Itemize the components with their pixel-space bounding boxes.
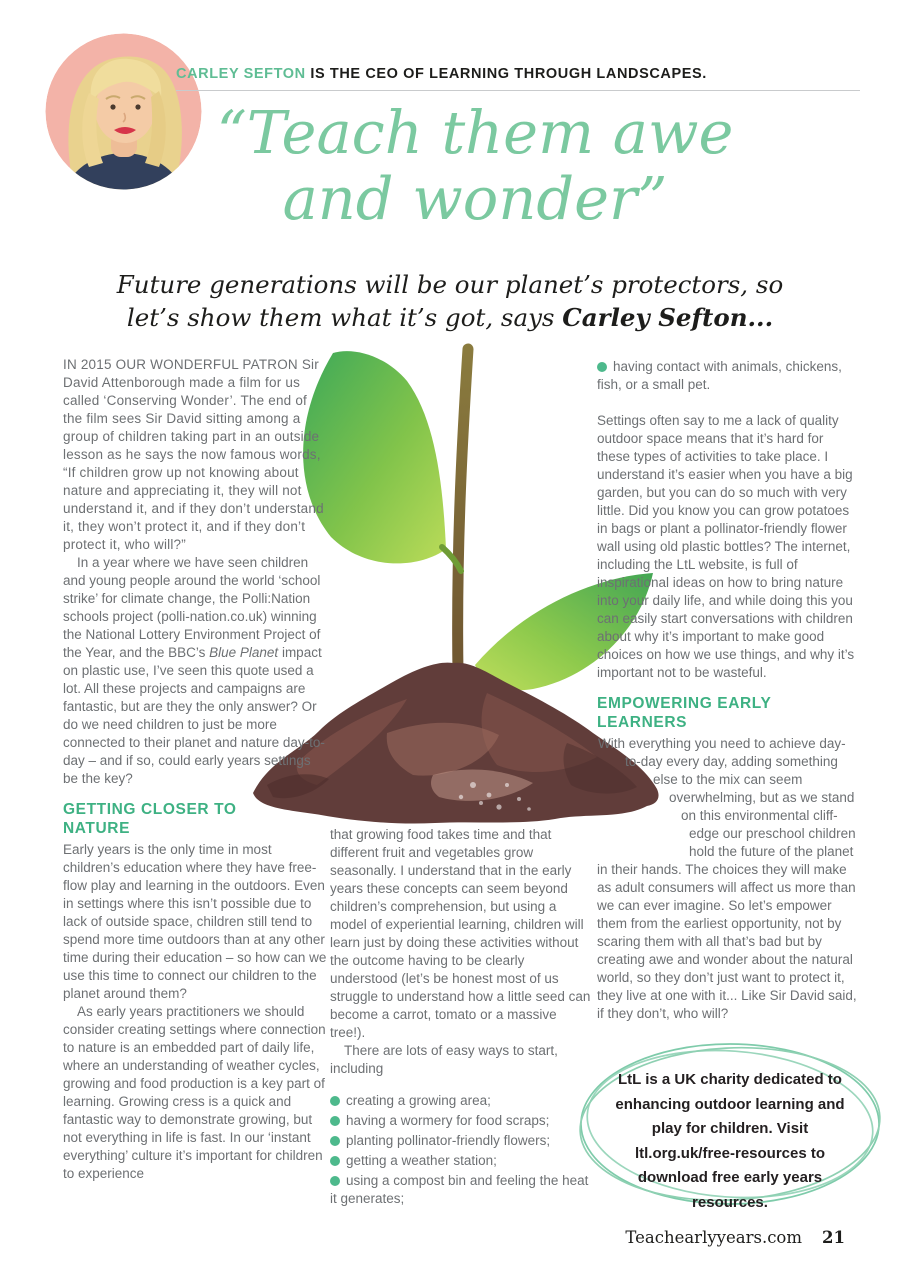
- paragraph-empowering: With everything you need to achieve day-to-day every day, adding something else to the mix can seem overwhelming, but as we stand on this environmental cliff-edge our preschool children hold the future of the planet in their hands. The choices they will make as adult consumers will affect us more than we can ever imagine. So let’s empower them from the earliest opportunity, not by scaring them with all that’s bad but by creating awe and wonder about the natural world, so they don’t just want to protect it, they live at one with it... Like Sir David said, if they don’t, who will?: [597, 736, 857, 1021]
- article-title-line1: “Teach them awe: [216, 98, 734, 167]
- author-tagline: [176, 66, 866, 82]
- text-wrap-spacer: [597, 843, 689, 861]
- page-number: 21: [822, 1228, 845, 1247]
- bullet-dot-icon: [330, 1176, 340, 1186]
- list-item: creating a growing area;: [330, 1092, 595, 1110]
- article-title-line2: and wonder”: [282, 164, 668, 233]
- text-wrap-spacer: [597, 807, 681, 825]
- paragraph-easy-ways: There are lots of easy ways to start, including: [330, 1043, 558, 1076]
- callout-text: LtL is a UK charity dedicated to enhancing outdoor learning and play for children. Visit ltl.org.uk/free-resources to download free early years resources.: [615, 1071, 845, 1211]
- italic-blue-planet: Blue Planet: [209, 645, 279, 660]
- paragraph-intro: IN 2015 OUR WONDERFUL PATRON Sir David Attenborough made a film for us called ‘Conserving Wonder’. The end of the film sees Sir David sitting among a group of children taking part in an outside lesson as he says the now famous words, “If children grow up not knowing about nature and appreciating it, they will not understand it, and if they don’t understand it, they won’t protect it, and if they don’t protect it, who will?”: [63, 357, 324, 552]
- list-item: using a compost bin and feeling the heat it generates;: [330, 1173, 589, 1206]
- paragraph-settings: Settings often say to me a lack of quality outdoor space means that it’s hard for these types of activities to take place. I understand it’s easier when you have a big garden, but you can do so much with very little. Did you know you can grow potatoes in bags or plant a pollinator-friendly flower wall using old plastic bottles? The internet, including the LtL website, is full of inspirational ideas on how to bring nature into your daily life, and while doing this you can easily start conversations with children about why it’s important to make good choices on how we use things, and why it’s important not to be wasteful.: [597, 413, 855, 680]
- section-heading-getting-closer: GETTING CLOSER TO NATURE: [63, 801, 237, 837]
- paragraph-early-years: Early years is the only time in most children’s education where they have free-flow play and learning in the outdoors. Even in settings where this isn’t possible due to lack of outside space, children still tend to spend more time outdoors than at any other time during their education – so how can we use this time to connect our children to the planet around them?: [63, 842, 327, 1001]
- page-footer: [0, 1228, 845, 1247]
- standfirst-line2: let’s show them what it’s got, says Carley Sefton...: [126, 303, 774, 332]
- header-divider: [176, 90, 860, 91]
- bullet-list: [330, 1092, 595, 1208]
- paragraph-year: In a year where we have seen children and young people around the world ‘school strike’ for climate change, the Polli:Nation schools project (polli-nation.co.uk) winning the National Lottery Environment Project of the Year, and the BBC’s Blue Planet impact on plastic use, I’ve seen this quote used a lot. All these projects and campaigns are fantastic, but are they the only answer? Or do we need children to just be more connected to their planet and nature day-to-day – and if so, could early years settings be the key?: [63, 555, 325, 786]
- list-item: getting a weather station;: [330, 1152, 595, 1170]
- bullet-dot-icon: [330, 1096, 340, 1106]
- paragraph-growing-food: that growing food takes time and that different fruit and vegetables grow seasonally. I understand that in the early years these concepts can seem beyond children’s comprehension, but using a model of experiential learning, children will learn just by doing these activities without the outcome having to be clearly understood (let’s be honest most of us struggle to understand how a little seed can become a carrot, tomato or a massive tree!).: [330, 827, 591, 1040]
- section-heading-empowering: EMPOWERING EARLY LEARNERS: [597, 695, 772, 731]
- column-middle: [330, 826, 595, 1208]
- column-right: [597, 356, 859, 1023]
- text-wrap-spacer: [597, 825, 689, 843]
- bullet-dot-icon: [597, 362, 607, 372]
- text-wrap-spacer: [597, 753, 625, 771]
- standfirst: [40, 268, 860, 334]
- list-item: having a wormery for food scraps;: [330, 1112, 595, 1130]
- bullet-dot-icon: [330, 1136, 340, 1146]
- paragraph-practitioners: As early years practitioners we should consider creating settings where connection to nature is an embedded part of daily life, where an understanding of weather cycles, growing and food production is a key part of learning. Growing cress is a quick and fantastic way to demonstrate growing, but not everything in life is fast. In our ‘instant everything’ culture it’s important for children to experience: [63, 1004, 326, 1181]
- text-wrap-spacer: [597, 789, 669, 807]
- author-role: IS THE CEO OF LEARNING THROUGH LANDSCAPES.: [305, 66, 707, 82]
- list-item: having contact with animals, chickens, fish, or a small pet.: [597, 359, 842, 392]
- charity-callout: [576, 1036, 884, 1212]
- bullet-dot-icon: [330, 1116, 340, 1126]
- bullet-dot-icon: [330, 1156, 340, 1166]
- list-item: planting pollinator-friendly flowers;: [330, 1132, 595, 1150]
- standfirst-author: Carley Sefton...: [562, 303, 774, 332]
- text-wrap-spacer: [597, 771, 653, 789]
- column-left: [63, 356, 328, 1183]
- site-name: Teachearlyyears.com: [625, 1228, 803, 1247]
- article-title: [80, 100, 870, 232]
- author-name: CARLEY SEFTON: [176, 66, 306, 82]
- standfirst-line1: Future generations will be our planet’s protectors, so: [116, 270, 784, 299]
